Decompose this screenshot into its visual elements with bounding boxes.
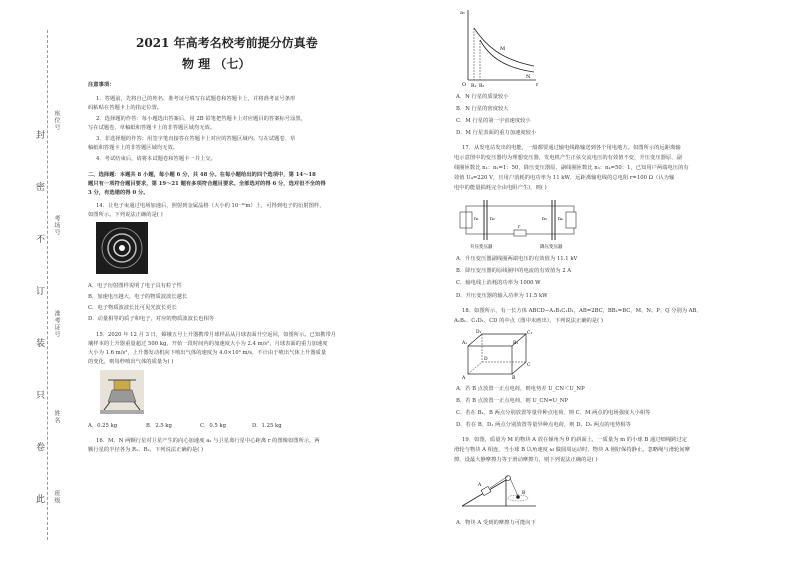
- q14-option: A．电子衍射图样说明了电子具有粒子性: [88, 283, 182, 289]
- diagram-r: r: [518, 225, 521, 230]
- vertex-b1: B₁: [513, 341, 519, 346]
- q14-stem: 14．让电子束通过电场加速后，照射到金属晶格（大小约 10⁻¹⁰m）上，可得到电子的衍射图样，: [96, 203, 325, 209]
- q17-option: C．输电线上消耗的功率为 1000 W: [456, 280, 541, 286]
- lunar-ascender-figure: [100, 370, 144, 414]
- notice-heading: 注意事项：: [88, 82, 115, 88]
- power-transmission-diagram: [456, 194, 584, 250]
- q17-stem: 17．从发电站发出的电能，一般都要通过输电线路输送到各个用电地方。如图所示的远距离输: [462, 145, 681, 151]
- vertex-a1: A₁: [462, 341, 468, 346]
- q14-option: C．电子物质波波长比可见光波长更长: [88, 305, 177, 311]
- q17-option: D．升压变压器的输入功率为 11.5 kW: [456, 293, 548, 299]
- q18-option: B．若 B 点放置一正点电荷，则 U_CN=U_NP: [456, 398, 568, 404]
- vertex-d1: D₁: [476, 330, 482, 335]
- q19-option: A．物块 A 受到的摩擦力可能向下: [456, 520, 536, 526]
- q16-option: A．N 行星的质量较小: [456, 94, 509, 100]
- q16-stem: 颗行星的半径各为 R₁、R₂，下列说法正确的是( ): [88, 447, 204, 453]
- notice-line: 1．答题前，先将自己的姓名、准考证号填写在试题卷和答题卡上，并将准考证号条形: [96, 96, 296, 102]
- margin-char: 密: [36, 183, 46, 193]
- exam-subject: 物 理 （七）: [182, 57, 251, 71]
- graph-x-label: r: [536, 82, 539, 88]
- notice-line: 稿纸和答题卡上的非答题区域均无效。: [88, 145, 179, 151]
- vertex-d: D: [484, 357, 488, 362]
- q16-stem: 16．M、N 两颗行星对卫星产生的向心加速度 a₁ 与卫星离行星中心距离 r 的图像如图所示，两: [96, 438, 320, 444]
- q15-stem: 15．2020 年 12 月 3 日，嫦娥五号上升器携带月球样品从月球表面升空返回，如图所示。已知携带月: [96, 332, 337, 338]
- ball-b-label: B: [522, 491, 526, 496]
- label-seat-number: 座位号: [53, 110, 60, 131]
- binding-dashed-line: [47, 30, 48, 540]
- diagram-n2: n₂: [490, 217, 495, 222]
- vertex-a: A: [462, 376, 466, 380]
- notice-line: 写在试题卷、草稿纸和答题卡上的非答题区域均无效。: [88, 125, 216, 131]
- q17-stem: 效值 U₄=220 V，且用户消耗的电功率为 11 kW，远距离输电线的总电阻 r=100 Ω（认为输: [454, 175, 675, 181]
- graph-curve-m: M: [500, 46, 506, 52]
- q18-option: D．若在 B、D₁ 两点分别放置等量异种点电荷，则 D、D₁ 两点的电势相等: [456, 422, 631, 428]
- q19-stem: 擦，设最大静摩擦力等于滑动摩擦力，则下列说法正确的是( ): [454, 457, 598, 463]
- graph-tick-r2: R₂: [479, 84, 485, 88]
- q15-stem: 壤样本的上升器重量超过 500 kg，开始一段时间内的加速度大小为 2.4 m/s²，月球表面的重力加速度: [88, 341, 328, 347]
- q17-option: A．升压变压器副线圈两端电压的有效值为 11.1 kV: [456, 256, 578, 262]
- diagram-n3: n₃: [542, 217, 547, 222]
- label-class: 班级: [53, 490, 60, 504]
- margin-char: 订: [36, 287, 46, 297]
- section-line: 二、选择题：本题共 8 小题，每小题 6 分，共 48 分。在每小题给出的四个选项中，第 14～18: [88, 172, 316, 178]
- q18-option: A．若 B 点放置一正点电荷，则电势差 U_CN＜U_NP: [456, 386, 585, 392]
- q18-stem: 18．如图所示，有一长方体 ABCD−A₁B₁C₁D₁，AB=2BC，BB₁=BC，M、N、P、Q 分别为 AB、: [462, 308, 702, 314]
- q15-stem: 的变化，则每秒喷出气体的质量为( ): [88, 359, 174, 365]
- label-exam-room: 考场号: [53, 215, 60, 236]
- q17-option: B．降压变压器的原线圈中的电流的有效值为 2 A: [456, 268, 572, 274]
- margin-char: 封: [36, 131, 46, 141]
- vertex-c1: C₁: [527, 331, 533, 336]
- notice-line: 4．考试结束后，请将本试题卷和答题卡一并上交。: [96, 156, 216, 162]
- margin-char: 装: [36, 339, 46, 349]
- margin-char: 卷: [36, 443, 46, 453]
- q15-option-d: D．1.25 kg: [252, 423, 282, 429]
- label-admission-number: 准考证号: [53, 310, 60, 338]
- q15-option-b: B．2.5 kg: [146, 423, 172, 429]
- margin-char: 此: [36, 495, 46, 505]
- notice-line: 2．选择题的作答：每小题选出答案后，用 2B 铅笔把答题卡上对应题目的答案标号涂黑，: [96, 116, 306, 122]
- step-down-transformer-label: 降压变压器: [540, 245, 563, 250]
- q16-option: B．N 行星的密度较大: [456, 106, 509, 112]
- notice-line: 码粘贴在答题卡上的指定位置。: [88, 105, 163, 111]
- exam-title: 2021 年高考名校考前提分仿真卷: [136, 36, 318, 50]
- step-up-transformer-label: 升压变压器: [470, 245, 493, 250]
- q16-option: D．M 行星表面的重力加速度较小: [456, 130, 537, 136]
- diagram-n4: n₄: [558, 217, 563, 222]
- acceleration-distance-graph: [456, 6, 540, 88]
- q14-option: B．加速电压越大，电子的物质波波长越长: [88, 294, 188, 300]
- q19-stem: 19．如图，质量为 M 的物块 A 放在倾角为 θ 的斜面上，一质量为 m 的小球 B 通过细绳跨过定: [462, 437, 688, 443]
- q15-option-a: A．0.25 kg: [88, 423, 118, 429]
- diagram-n1: n₁: [474, 217, 479, 222]
- q17-stem: 电示意图中的变压器均为理想变压器，发电机产生正弦交流电压的有效值不变，升压变压器原、副: [454, 155, 682, 161]
- label-name: 姓名: [53, 410, 60, 424]
- margin-char: 不: [36, 235, 46, 245]
- graph-curve-n: N: [526, 74, 531, 80]
- q19-stem: 滑轮与物块 A 相连，当小球 B 以角速度 ω 做圆周运动时，物块 A 刚好保持静止。忽略绳与滑轮间摩: [454, 447, 690, 453]
- vertex-c: C: [527, 363, 531, 368]
- vertex-b: B: [512, 376, 516, 380]
- incline-pulley-figure: [460, 466, 540, 512]
- q15-option-c: C．0.5 kg: [200, 423, 227, 429]
- q16-option: C．M 行星的第一宇宙速度较小: [456, 118, 531, 124]
- notice-line: 3．非选择题的作答：用签字笔直接答在答题卡上对应的答题区域内。写在试题卷、草: [96, 136, 296, 142]
- section-line: 题只有一项符合题目要求，第 19～21 题有多项符合题目要求。全部选对的得 6 分，选对但不全的得: [88, 181, 326, 187]
- q17-stem: 线圈匝数比 n₁：n₂=1：50，降压变压器原、副线圈匝数比 n₃：n₄=50：1，已知用户两端电压的有: [454, 165, 689, 171]
- section-line: 3 分，有选错的得 0 分。: [88, 190, 149, 196]
- cuboid-figure: [462, 328, 534, 380]
- q17-stem: 电中的能量损耗完全由电阻产生)，则( ): [454, 185, 547, 191]
- q14-option: D．动量相等的质子和电子，对应的物质波波长也相等: [88, 316, 215, 322]
- binding-margin: [0, 0, 80, 562]
- q18-stem: A₁B₁、C₁D₁、CD 的中点（图中未画出），下列说法正确的是( ): [454, 318, 603, 324]
- graph-y-label: a₁: [460, 10, 465, 16]
- block-a-label: A: [478, 483, 482, 488]
- diffraction-pattern-figure: [96, 222, 148, 274]
- graph-origin: O: [462, 82, 467, 88]
- graph-tick-r1: R₁: [471, 84, 477, 88]
- q15-stem: 大小为 1.6 m/s²，上升器发动机向下喷出气体的速度为 4.0×10³ m/s，不计由于喷出气体上升器质量: [88, 350, 327, 356]
- q14-stem: 如图所示。下列说法正确的是( ): [88, 212, 163, 218]
- margin-char: 只: [36, 391, 46, 401]
- q18-option: C．若在 B₁、B 两点分别放置等量异种点电荷，则 C、M 两点的电场强度大小相等: [456, 410, 651, 416]
